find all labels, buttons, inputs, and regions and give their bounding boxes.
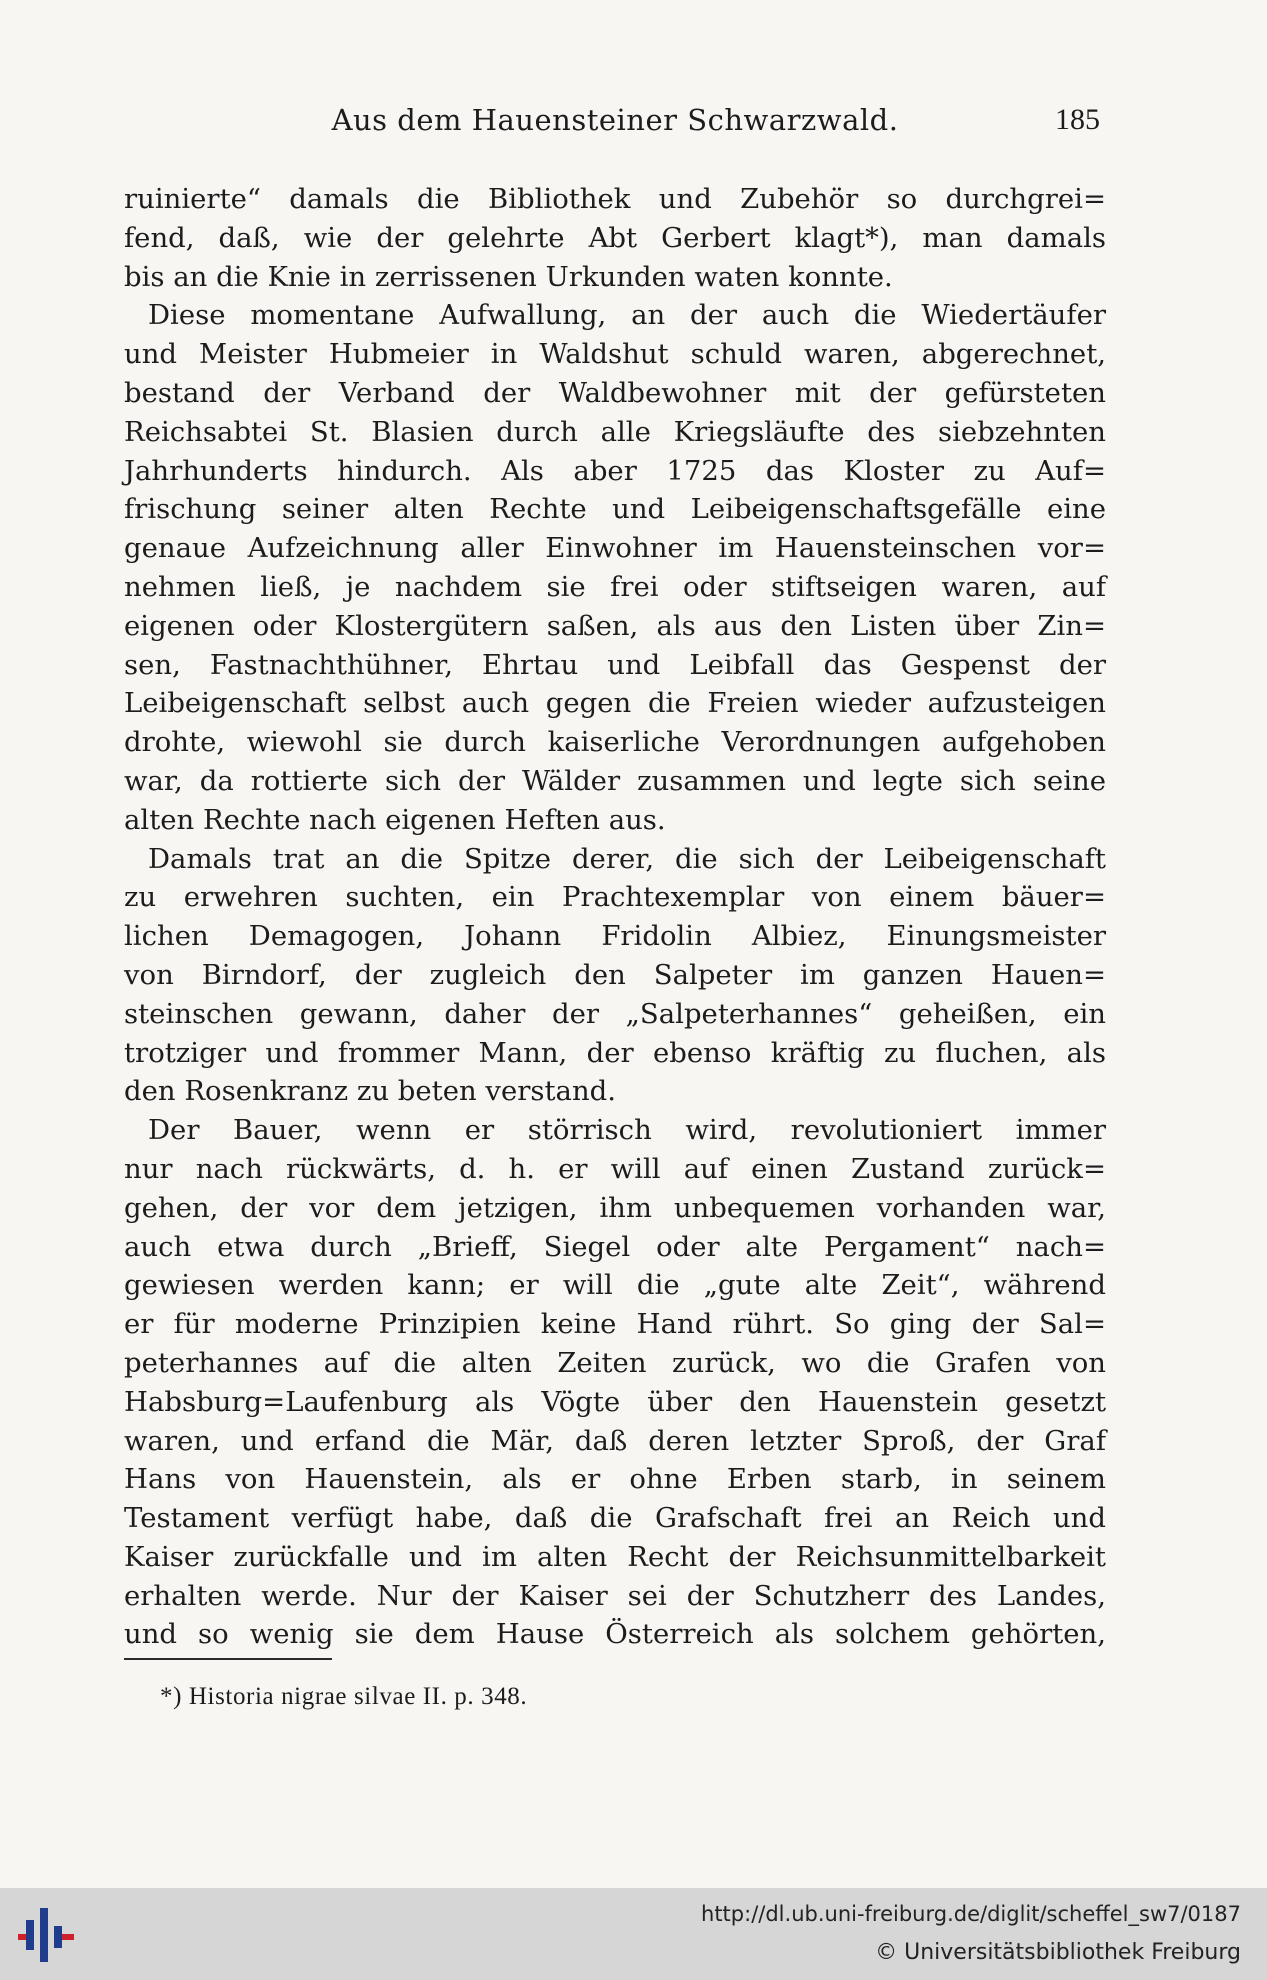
text-line: Der Bauer, wenn er störrisch wird, revolutioniert immer [148, 1114, 1106, 1147]
text-line: nehmen ließ, je nachdem sie frei oder stiftseigen waren, auf [124, 570, 1106, 603]
text-line: Damals trat an die Spitze derer, die sich der Leibeigenschaft [148, 842, 1106, 875]
permalink-link[interactable]: http://dl.ub.uni-freiburg.de/diglit/scheffel_sw7/0187 [701, 1902, 1241, 1926]
text-line: Testament verfügt habe, daß die Grafschaft frei an Reich und [124, 1502, 1106, 1535]
text-line: erhalten werde. Nur der Kaiser sei der Schutzherr des Landes, [124, 1579, 1106, 1612]
copyright-notice: © Universitätsbibliothek Freiburg [875, 1940, 1241, 1965]
text-line: er für moderne Prinzipien keine Hand rührt. So ging der Sal= [124, 1308, 1106, 1341]
text-line: zu erwehren suchten, ein Prachtexemplar von einem bäuer= [124, 881, 1106, 914]
text-line: eigenen oder Klostergütern saßen, als aus den Listen über Zin= [124, 609, 1106, 642]
text-line: Habsburg=Laufenburg als Vögte über den Hauenstein gesetzt [124, 1385, 1106, 1418]
text-line: ruinierte“ damals die Bibliothek und Zubehör so durchgrei= [124, 183, 1106, 215]
running-head [124, 98, 1106, 142]
body-text [124, 180, 1106, 1654]
text-line: auch etwa durch „Brieff, Siegel oder alte Pergament“ nach= [124, 1230, 1106, 1263]
text-line: Kaiser zurückfalle und im alten Recht der Reichsunmittelbarkeit [124, 1540, 1106, 1573]
text-line: war, da rottierte sich der Wälder zusammen und legte sich seine [124, 764, 1106, 797]
footnote-divider [124, 1658, 332, 1660]
text-line: Jahrhunderts hindurch. Als aber 1725 das Kloster zu Auf= [124, 454, 1106, 487]
text-line: gehen, der vor dem jetzigen, ihm unbequemen vorhanden war, [124, 1191, 1106, 1224]
text-line: den Rosenkranz zu beten verstand. [124, 1075, 617, 1108]
text-line: Diese momentane Aufwallung, an der auch die Wiedertäufer [148, 299, 1106, 332]
page-number: 185 [1055, 103, 1100, 136]
text-line: von Birndorf, der zugleich den Salpeter im ganzen Hauen= [124, 958, 1106, 991]
text-line: drohte, wiewohl sie durch kaiserliche Verordnungen aufgehoben [124, 726, 1106, 759]
text-line: Hans von Hauenstein, als er ohne Erben starb, in seinem [124, 1463, 1106, 1496]
text-line: trotziger und frommer Mann, der ebenso kräftig zu fluchen, als [124, 1036, 1106, 1069]
text-line: fend, daß, wie der gelehrte Abt Gerbert klagt*), man damals [124, 221, 1106, 254]
text-line: und Meister Hubmeier in Waldshut schuld waren, abgerechnet, [124, 338, 1106, 371]
text-line: peterhannes auf die alten Zeiten zurück, wo die Grafen von [124, 1346, 1106, 1379]
text-line: bestand der Verband der Waldbewohner mit der gefürsteten [124, 376, 1106, 409]
footnote: *) Historia nigrae silvae II. p. 348. [160, 1683, 528, 1710]
text-line: Leibeigenschaft selbst auch gegen die Freien wieder aufzusteigen [124, 687, 1106, 720]
text-line: alten Rechte nach eigenen Heften aus. [124, 803, 666, 836]
text-line: waren, und erfand die Mär, daß deren letzter Sproß, der Graf [124, 1424, 1106, 1457]
text-line: steinschen gewann, daher der „Salpeterhannes“ geheißen, ein [124, 997, 1106, 1030]
text-line: Reichsabtei St. Blasien durch alle Kriegsläufte des siebzehnten [124, 415, 1106, 448]
text-line: nur nach rückwärts, d. h. er will auf einen Zustand zurück= [124, 1152, 1106, 1185]
running-title: Aus dem Hauensteiner Schwarzwald. [331, 103, 899, 137]
text-line: lichen Demagogen, Johann Fridolin Albiez, Einungsmeister [124, 920, 1106, 953]
viewer-footer [0, 1888, 1267, 1980]
text-line: frischung seiner alten Rechte und Leibeigenschaftsgefälle eine [124, 493, 1106, 526]
text-line: bis an die Knie in zerrissenen Urkunden waten konnte. [124, 260, 893, 293]
text-line: gewiesen werden kann; er will die „gute alte Zeit“, während [124, 1269, 1106, 1302]
library-logo-icon [16, 1900, 80, 1964]
text-line: und so wenig sie dem Hause Österreich als solchem gehörten, [124, 1618, 1106, 1651]
text-line: genaue Aufzeichnung aller Einwohner im Hauensteinschen vor= [124, 532, 1106, 565]
text-line: sen, Fastnachthühner, Ehrtau und Leibfall das Gespenst der [124, 648, 1106, 681]
